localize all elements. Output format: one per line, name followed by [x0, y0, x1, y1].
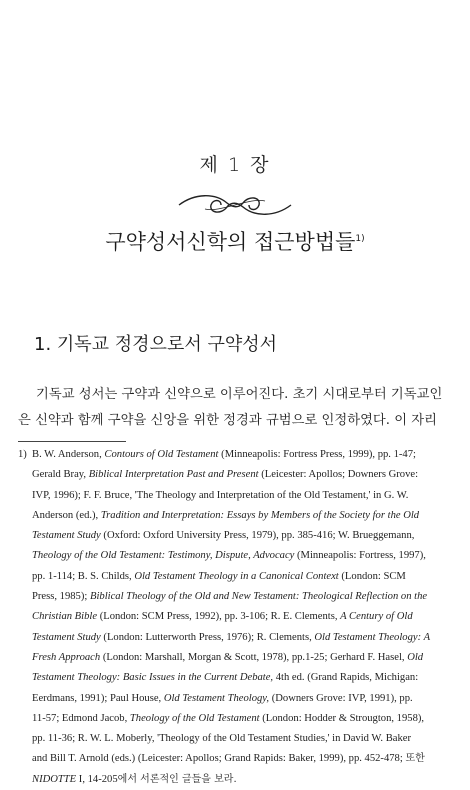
footnote-text: Anderson (ed.), — [32, 509, 101, 521]
footnote-text: (London: Lutterworth Press, 1976); R. Clements, — [100, 631, 315, 643]
italic-citation: Biblical Theology of the Old and New Testament: Theological Reflection on the — [89, 591, 428, 603]
footnote-text: and Bill T. Arnold (eds.) (Leicester: Apollos; Grand Rapids: Baker, 1999), pp. 452-478; — [32, 753, 406, 765]
footnote-line — [18, 445, 450, 465]
footnote-line — [18, 628, 450, 648]
footnote-text: Eerdmans, 1991); Paul House, — [32, 692, 164, 704]
body-line: 기독교 성서는 구약과 신약으로 이루어진다. 초기 시대로부터 기독교인 — [36, 387, 443, 402]
italic-citation: Theology of the Old Testament: Testimony, Dispute, Advocacy — [32, 550, 295, 562]
footnote-text: 11-57; Edmond Jacob, — [32, 712, 130, 724]
footnote-line — [18, 770, 450, 790]
italic-citation: Old Testament Theology in a Canonical Context — [134, 570, 339, 582]
footnote-text: (Leicester: Apollos; Downers Grove: — [258, 469, 419, 481]
italic-citation: Christian Bible — [32, 611, 98, 623]
footnote-text: Gerald Bray, — [32, 469, 89, 481]
footnote-line — [18, 546, 450, 566]
footnote-text: IVP, 1996); F. F. Bruce, 'The Theology and Interpretation of the Old Testament,' in G. W. — [32, 489, 409, 501]
footnote-text: pp. 11-36; R. W. L. Moberly, 'Theology of the Old Testament Studies,' in David W. Baker — [32, 733, 412, 745]
footnote-text: (London: SCM Press, 1992), pp. 3-106; R. E. Clements, — [97, 611, 341, 623]
footnote-text: 4th ed. (Grand Rapids, Michigan: — [273, 672, 419, 684]
section-heading: 1. 기독교 정경으로서 구약성서 — [34, 334, 277, 355]
italic-citation: Testament Study — [32, 530, 101, 542]
footnote-divider — [18, 441, 126, 442]
footnote-text: (Downers Grove: IVP, 1991), pp. — [269, 692, 413, 704]
footnote-text: (Oxford: Oxford University Press, 1979), pp. 385-416; W. Brueggemann, — [100, 530, 415, 542]
footnote-line — [18, 506, 450, 526]
footnote-text: (London: Marshall, Morgan & Scott, 1978), pp.1-25; Gerhard F. Hasel, — [100, 651, 408, 663]
footnote-line — [18, 668, 450, 688]
italic-citation: Testament Theology: Basic Issues in the Current Debate, — [32, 672, 274, 684]
footnote-text: (London: SCM — [338, 570, 406, 582]
chapter-number: 제 1 장 — [199, 154, 271, 176]
footnote — [18, 445, 450, 790]
footnote-line — [18, 567, 450, 587]
footnote-text: Press, 1985); — [32, 591, 90, 603]
footnote-text: 또한 — [405, 753, 425, 765]
footnote-line — [18, 587, 450, 607]
body-paragraph — [18, 382, 452, 434]
footnote-text: pp. 1-114; B. S. Childs, — [32, 570, 135, 582]
footnote-text: I, 14-205 — [76, 773, 118, 785]
italic-citation: Contours of Old Testament — [104, 449, 219, 460]
footnote-line — [18, 729, 450, 749]
italic-citation: NIDOTTE — [32, 773, 77, 785]
footnote-text: (London: Hodder & Strougton, 1958), — [259, 712, 425, 724]
footnote-line — [18, 486, 450, 506]
footnote-line — [18, 709, 450, 729]
chapter-title-text: 구약성서신학의 접근방법들 — [105, 230, 356, 254]
footnote-number: 1) — [18, 449, 27, 460]
footnote-line — [18, 607, 450, 627]
italic-citation: Fresh Approach — [32, 651, 101, 663]
footnote-line — [18, 749, 450, 769]
footnote-text: 에서 서론적인 글들을 보라. — [117, 773, 237, 785]
italic-citation: Old Testament Theology, — [163, 692, 270, 704]
footnote-line — [18, 689, 450, 709]
footnote-text: (Minneapolis: Fortress Press, 1999), pp. 1-47; — [218, 449, 416, 460]
italic-citation: Tradition and Interpretation: Essays by Members of the Society for the Old — [100, 509, 420, 521]
italic-citation: A Century of Old — [340, 611, 413, 623]
footnote-line — [18, 465, 450, 485]
footnote-text: B. W. Anderson, — [32, 449, 105, 460]
italic-citation: Testament Study — [32, 631, 101, 643]
footnote-text: (Minneapolis: Fortress, 1997), — [294, 550, 426, 562]
italic-citation: Theology of the Old Testament — [129, 712, 260, 724]
footnote-marker: 1) — [355, 234, 365, 244]
body-line: 은 신약과 함께 구약을 신앙을 위한 정경과 규범으로 인정하였다. 이 자리 — [18, 413, 437, 428]
footnote-line — [18, 526, 450, 546]
footnote-line — [18, 648, 450, 668]
italic-citation: Old — [407, 651, 424, 663]
italic-citation: Biblical Interpretation Past and Present — [88, 469, 259, 481]
chapter-title — [0, 226, 470, 256]
flourish-ornament — [175, 183, 295, 223]
italic-citation: Old Testament Theology: A — [314, 631, 431, 643]
